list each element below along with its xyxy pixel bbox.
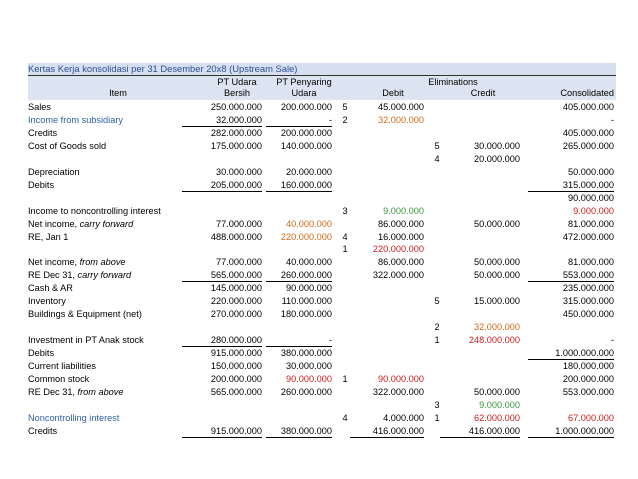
table-row	[28, 166, 616, 178]
row-item-label-main: RE Dec 31,	[28, 386, 78, 397]
cell-pts: 220.000.000	[280, 231, 332, 242]
cell-ptu: 220.000.000	[210, 296, 262, 307]
cell-deb: 9.000.000	[383, 205, 424, 216]
table-row	[28, 360, 616, 372]
cell-pts: 380.000.000	[266, 425, 332, 438]
header-eliminations: Eliminations	[428, 77, 478, 87]
row-item-label: Buildings & Equipment (net)	[28, 309, 142, 320]
row-item-label	[28, 269, 131, 281]
row-item-label: Investment in PT Anak stock	[28, 335, 144, 346]
row-item-label-main: Net income,	[28, 257, 80, 268]
header-pts-line1: PT Penyaring	[276, 77, 332, 87]
cell-deb: 416.000.000	[350, 425, 424, 438]
cell-cre: 50.000.000	[474, 257, 520, 268]
cell-con: 553.000.000	[528, 269, 614, 282]
cell-ptu: 145.000.000	[210, 283, 262, 294]
cell-cref: 1	[434, 335, 440, 346]
cell-deb: 4.000.000	[383, 412, 424, 423]
header-ptu-line2: Bersih	[223, 88, 251, 98]
table-row	[28, 386, 616, 398]
cell-cref: 3	[434, 399, 440, 410]
cell-con: 180.000.000	[562, 361, 614, 371]
cell-cref: 2	[434, 322, 440, 333]
cell-deb: 86.000.000	[378, 218, 424, 229]
cell-ptu: 32.000.000	[182, 114, 262, 127]
cell-ptu: 915.000.000	[182, 425, 262, 438]
cell-cre: 248.000.000	[468, 335, 520, 346]
cell-cre: 30.000.000	[474, 140, 520, 151]
cell-con: 81.000.000	[568, 257, 614, 268]
cell-con: 553.000.000	[562, 386, 614, 397]
row-item-label	[28, 256, 126, 268]
table-row	[28, 114, 616, 126]
table-row	[28, 308, 616, 320]
row-item-label: Cost of Goods sold	[28, 140, 107, 151]
cell-con: 405.000.000	[562, 127, 614, 138]
row-item-label: Current liabilities	[28, 361, 96, 371]
cell-ptu: 565.000.000	[182, 269, 262, 282]
cell-ptu: 280.000.000	[182, 334, 262, 347]
row-item-label-qualifier: from above	[77, 386, 124, 397]
table-row	[28, 425, 616, 437]
cell-pts: 200.000.000	[280, 102, 332, 112]
cell-ptu: 175.000.000	[210, 140, 262, 151]
cell-ptu: 77.000.000	[216, 257, 262, 268]
cell-pts: 200.000.000	[280, 127, 332, 138]
table-row	[28, 321, 616, 333]
header-debit: Debit	[382, 88, 404, 98]
cell-ptu: 915.000.000	[210, 348, 262, 359]
cell-cre: 416.000.000	[440, 425, 520, 438]
cell-ptu: 30.000.000	[216, 166, 262, 177]
cell-ptu: 200.000.000	[210, 373, 262, 384]
cell-con: 1.000.000.000	[528, 347, 614, 360]
cell-con: 90.000.000	[568, 192, 614, 203]
worksheet-title: Kertas Kerja konsolidasi per 31 Desember 20x8 (Upstream Sale)	[28, 63, 298, 74]
row-item-label-qualifier: from above	[79, 257, 126, 268]
cell-con: 265.000.000	[562, 140, 614, 151]
cell-con: 81.000.000	[568, 218, 614, 229]
cell-pts: 30.000.000	[286, 361, 332, 371]
row-item-label: Common stock	[28, 373, 90, 384]
header-item: Item	[109, 88, 127, 98]
table-row	[28, 256, 616, 268]
cell-pts: 110.000.000	[281, 296, 332, 307]
cell-deb: 86.000.000	[378, 257, 424, 268]
header-consolidated: Consolidated	[560, 88, 614, 98]
cell-pts: -	[266, 334, 332, 347]
table-row	[28, 101, 616, 113]
row-item-label	[28, 218, 133, 230]
cell-ptu: 250.000.000	[210, 102, 262, 112]
table-row	[28, 373, 616, 385]
header-pts-line2: Udara	[291, 88, 317, 98]
row-item-label: Sales	[28, 102, 51, 112]
cell-deb: 90.000.000	[378, 373, 424, 384]
cell-con: 405.000.000	[562, 102, 614, 112]
cell-ptu: 77.000.000	[216, 218, 262, 229]
cell-pts: 40.000.000	[286, 218, 332, 229]
cell-pts: -	[266, 114, 332, 127]
table-row	[28, 347, 616, 359]
cell-cre: 9.000.000	[479, 399, 520, 410]
table-row	[28, 269, 616, 281]
table-row	[28, 153, 616, 165]
row-item-label-main: Net income,	[28, 218, 80, 229]
cell-ptu: 565.000.000	[210, 386, 262, 397]
cell-deb: 45.000.000	[378, 102, 424, 112]
row-item-label: RE, Jan 1	[28, 231, 69, 242]
cell-pts: 140.000.000	[280, 140, 332, 151]
cell-con: 67.000.000	[568, 412, 614, 423]
row-item-label: Debits	[28, 179, 55, 190]
cell-ptu: 282.000.000	[210, 127, 262, 138]
row-item-label-qualifier: carry forward	[77, 270, 132, 281]
cell-deb: 32.000.000	[378, 114, 424, 125]
table-row	[28, 192, 616, 204]
row-item-label: Depreciation	[28, 166, 80, 177]
cell-con: 9.000.000	[573, 205, 614, 216]
row-item-label: Cash & AR	[28, 283, 73, 294]
table-row	[28, 334, 616, 346]
cell-con: 50.000.000	[568, 166, 614, 177]
table-row	[28, 179, 616, 191]
worksheet-title-bar	[28, 63, 616, 75]
table-row	[28, 282, 616, 294]
cell-dref: 4	[342, 412, 348, 423]
cell-dref: 1	[342, 373, 348, 384]
table-row	[28, 140, 616, 152]
cell-ptu: 205.000.000	[182, 179, 262, 192]
cell-con: 235.000.000	[562, 283, 614, 294]
row-item-label: Debits	[28, 348, 55, 359]
cell-cref: 5	[434, 140, 440, 151]
header-band	[28, 75, 616, 100]
row-item-label: Credits	[28, 425, 58, 436]
row-item-label: Income to noncontrolling interest	[28, 205, 161, 216]
cell-pts: 20.000.000	[286, 166, 332, 177]
cell-cre: 32.000.000	[474, 322, 520, 333]
cell-deb: 220.000.000	[372, 244, 424, 255]
cell-ptu: 270.000.000	[210, 309, 262, 320]
cell-cref: 4	[434, 153, 440, 164]
row-item-label: Noncontrolling interest	[28, 412, 120, 423]
cell-dref: 3	[342, 205, 348, 216]
cell-pts: 160.000.000	[266, 179, 332, 192]
cell-con: -	[610, 114, 614, 125]
cell-con: 1.000.000.000	[528, 425, 614, 438]
row-item-label-main: RE Dec 31,	[28, 270, 78, 281]
cell-con: 200.000.000	[562, 373, 614, 384]
cell-pts: 40.000.000	[286, 257, 332, 268]
cell-deb: 322.000.000	[372, 386, 424, 397]
cell-deb: 16.000.000	[378, 231, 424, 242]
cell-con: 315.000.000	[562, 296, 614, 307]
table-row	[28, 205, 616, 217]
header-credit: Credit	[470, 88, 496, 98]
cell-dref: 1	[342, 244, 348, 255]
cell-cre: 20.000.000	[474, 153, 520, 164]
cell-pts: 180.000.000	[280, 309, 332, 320]
cell-con: 472.000.000	[562, 231, 614, 242]
cell-cre: 50.000.000	[474, 270, 520, 281]
cell-cref: 1	[434, 412, 440, 423]
cell-cre: 50.000.000	[474, 218, 520, 229]
cell-pts: 90.000.000	[286, 373, 332, 384]
cell-cre: 15.000.000	[474, 296, 520, 307]
table-row	[28, 127, 616, 139]
cell-deb: 322.000.000	[372, 270, 424, 281]
cell-dref: 2	[342, 114, 348, 125]
cell-pts: 90.000.000	[286, 283, 332, 294]
header-ptu-line1: PT Udara	[217, 77, 257, 87]
table-row	[28, 231, 616, 243]
row-item-label-qualifier: carry forward	[79, 218, 134, 229]
cell-con: -	[610, 335, 614, 346]
cell-con: 450.000.000	[562, 309, 614, 320]
cell-con: 315.000.000	[528, 179, 614, 192]
cell-cre: 62.000.000	[474, 412, 520, 423]
table-row	[28, 218, 616, 230]
table-row	[28, 243, 616, 255]
cell-cre: 50.000.000	[474, 386, 520, 397]
cell-dref: 4	[342, 231, 348, 242]
table-row	[28, 412, 616, 424]
cell-ptu: 150.000.000	[210, 361, 262, 371]
row-item-label: Inventory	[28, 296, 66, 307]
cell-pts: 260.000.000	[280, 386, 332, 397]
row-item-label: Credits	[28, 127, 58, 138]
table-row	[28, 295, 616, 307]
cell-ptu: 488.000.000	[210, 231, 262, 242]
table-row	[28, 399, 616, 411]
cell-dref: 5	[342, 102, 348, 112]
row-item-label	[28, 386, 124, 398]
row-item-label: Income from subsidiary	[28, 114, 123, 125]
cell-cref: 5	[434, 296, 440, 307]
cell-pts: 380.000.000	[280, 348, 332, 359]
cell-pts: 260.000.000	[266, 269, 332, 282]
